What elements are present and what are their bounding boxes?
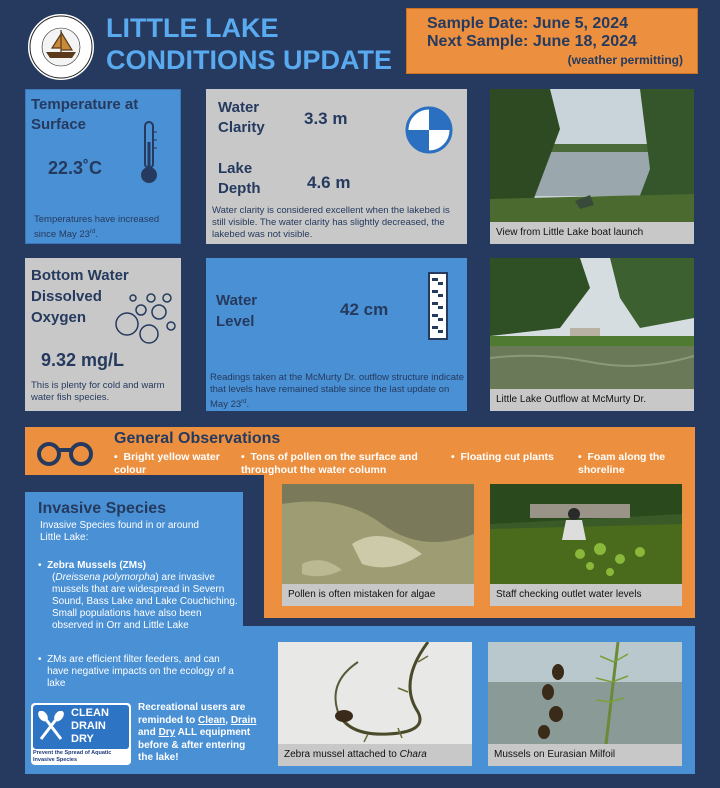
- boat-launch-image: [490, 89, 694, 222]
- logo: [26, 12, 96, 82]
- clarity-note: Water clarity is considered excellent when the lakebed is still visible. The water clarity has slightly decreased, the lakebed was not visible.: [212, 205, 450, 240]
- invasive-title: Invasive Species: [38, 500, 167, 517]
- photo-pollen: [282, 484, 474, 606]
- temperature-note: [34, 214, 178, 241]
- photo-caption-italic: Chara: [399, 749, 427, 760]
- zebra-mussel-image: [278, 642, 472, 744]
- bullet: •: [241, 451, 251, 463]
- depth-label: [218, 159, 261, 199]
- oxygen-value: 9.32 mg/L: [41, 350, 125, 370]
- cdd-msg-end: ALL equipment before & after entering the lake!: [138, 727, 251, 763]
- cdd-word-dry: DRY: [71, 733, 94, 745]
- bubbles-icon: [113, 290, 177, 346]
- sample-date: Sample Date: June 5, 2024: [427, 15, 628, 32]
- observation-text: Foam along the shoreline: [578, 451, 666, 476]
- observation-item-3: [451, 451, 569, 464]
- temperature-title-line2: Surface: [31, 116, 87, 133]
- invasive-latin: Dreissena polymorpha: [55, 572, 156, 583]
- clarity-label-line2: Clarity: [218, 119, 265, 136]
- temperature-value: 22.3˚C: [48, 158, 103, 178]
- observation-text: Floating cut plants: [460, 451, 554, 463]
- oxygen-title-line1: Bottom Water: [31, 267, 129, 284]
- depth-label-line2: Depth: [218, 180, 261, 197]
- invasive-item-text: ) are invasive mussels that are widespread in Severn Sound, Bass Lake and Lake Couchiching. Small populations have also been observed in Orr and Little Lake: [52, 572, 238, 631]
- oxygen-title-line3: Oxygen: [31, 309, 87, 326]
- invasive-item-text: ZMs are efficient filter feeders, and can have negative impacts on the ecology of a lake: [47, 654, 234, 689]
- photo-staff: [490, 484, 682, 606]
- weather-note: (weather permitting): [567, 53, 683, 67]
- photo-milfoil: [488, 642, 682, 766]
- invasive-item-body: [38, 572, 238, 632]
- cdd-msg-text: Recreational users are reminded to: [138, 702, 246, 726]
- cdd-msg-dry: Dry: [158, 727, 176, 738]
- temperature-title-line1: Temperature at: [31, 96, 139, 113]
- photo-caption: Mussels on Eurasian Milfoil: [488, 744, 682, 766]
- photo-caption: [278, 744, 472, 766]
- secchi-disk-icon: [404, 105, 454, 155]
- clarity-value: 3.3 m: [304, 109, 348, 128]
- cdd-tagline: Prevent the Spread of Aquatic Invasive Species: [33, 750, 112, 763]
- invasive-intro: Invasive Species found in or around Little Lake:: [40, 520, 199, 543]
- staff-gauge-icon: [428, 272, 448, 340]
- observation-item-4: [578, 451, 688, 477]
- bullet: •: [578, 451, 588, 463]
- temperature-note-text: Temperatures have increased since May 23: [34, 214, 160, 241]
- cdd-msg-drain: Drain: [230, 714, 257, 726]
- page-title: [106, 12, 392, 76]
- observation-text: Bright yellow water colour: [114, 451, 220, 476]
- binoculars-icon: [36, 436, 94, 468]
- cdd-badge: [33, 705, 129, 749]
- staff-image: [490, 484, 682, 584]
- oxygen-title-line2: Dissolved: [31, 288, 102, 305]
- clean-drain-dry-logo: [31, 703, 131, 765]
- bullet: •: [38, 560, 48, 571]
- invasive-item-title: Zebra Mussels (ZMs): [47, 560, 146, 571]
- photo-outflow: [490, 258, 694, 411]
- cdd-msg-clean: Clean: [198, 714, 226, 726]
- invasive-item-2: [38, 654, 238, 690]
- temperature-note-sup: rd: [89, 229, 96, 235]
- temperature-note-end: .: [95, 229, 98, 241]
- observation-item-2: [241, 451, 441, 477]
- pollen-image: [282, 484, 474, 584]
- observation-text: Tons of pollen on the surface and throughout the water column: [241, 451, 418, 476]
- next-sample: Next Sample: June 18, 2024: [427, 33, 637, 50]
- water-level-note-text: Readings taken at the McMurty Dr. outflow structure indicate that levels have remained stable since the last update on May 23: [210, 372, 464, 411]
- thermometer-icon: [138, 120, 160, 186]
- cdd-msg-and: and: [138, 727, 159, 738]
- bullet: •: [38, 654, 48, 665]
- depth-label-line1: Lake: [218, 160, 253, 177]
- temperature-card: [25, 89, 181, 244]
- title-line2: CONDITIONS UPDATE: [106, 45, 393, 75]
- outflow-image: [490, 258, 694, 389]
- cdd-msg-sep: ,: [225, 714, 231, 726]
- photo-caption: Pollen is often mistaken for algae: [282, 584, 474, 606]
- water-level-label-line1: Water: [216, 292, 258, 309]
- invasive-item-1: [38, 560, 238, 632]
- sample-date-box: [406, 8, 698, 74]
- cdd-message: [138, 702, 262, 765]
- paddle-icon: [37, 711, 65, 741]
- clarity-card: [206, 89, 467, 244]
- water-level-label-line2: Level: [216, 313, 255, 330]
- observation-item-1: [114, 451, 236, 477]
- photo-caption: View from Little Lake boat launch: [490, 222, 694, 244]
- observations-title: General Observations: [114, 430, 281, 447]
- cdd-word-drain: DRAIN: [71, 720, 106, 732]
- photo-boat-launch: [490, 89, 694, 244]
- title-line1: LITTLE LAKE: [106, 13, 279, 43]
- oxygen-card: [25, 258, 181, 411]
- milfoil-image: [488, 642, 682, 744]
- photo-zebra-mussel: [278, 642, 472, 766]
- photo-caption: Staff checking outlet water levels: [490, 584, 682, 606]
- logo-icon: [28, 14, 94, 80]
- water-level-label: [216, 290, 257, 332]
- water-level-value: 42 cm: [340, 300, 389, 319]
- clarity-label-line1: Water: [218, 99, 260, 116]
- clarity-label: [218, 98, 265, 138]
- cdd-words: [71, 707, 109, 746]
- temperature-title: [31, 95, 138, 135]
- photo-caption-text: Zebra mussel attached to: [284, 749, 400, 760]
- invasive-paren: (: [52, 572, 56, 583]
- oxygen-note: This is plenty for cold and warm water fish species.: [31, 380, 165, 403]
- water-level-note-end: .: [246, 399, 250, 411]
- water-level-note: [210, 372, 464, 411]
- photo-caption: Little Lake Outflow at McMurty Dr.: [490, 389, 694, 411]
- bullet: •: [451, 451, 461, 463]
- water-level-note-sup: rd: [241, 399, 247, 405]
- depth-value: 4.6 m: [307, 173, 351, 192]
- water-level-card: [206, 258, 467, 411]
- cdd-word-clean: CLEAN: [71, 707, 109, 719]
- bullet: •: [114, 451, 124, 463]
